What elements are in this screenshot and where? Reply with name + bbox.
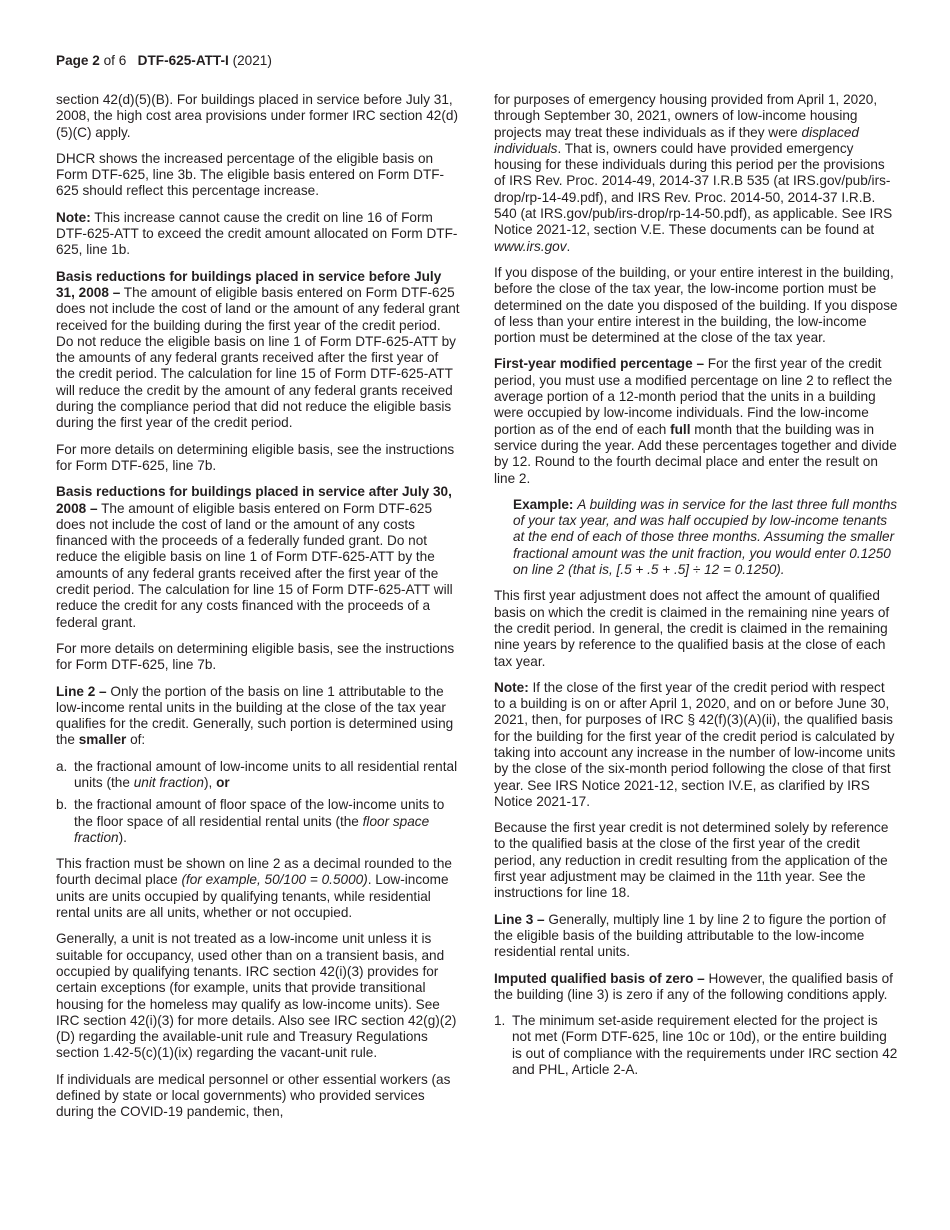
paragraph: Generally, a unit is not treated as a low-income unit unless it is suitable for occupancy, used other than on a transient basis, and occupied by qualifying tenants. IRC section 42(i)(3) provides for certain exceptions (for example, units that provide transitional housing for the homeless may qualify as low-income units). See IRC section 42(i)(3) for more details. Also see IRC section 42(g)(2)(D) regarding the available-unit rule and Treasury Regulations section 1.42-5(c)(1)(ix) regarding the vacant-unit rule. [56, 931, 457, 1061]
section-text: The amount of eligible basis entered on Form DTF-625 does not include the cost of land or the amount of any costs financed with the proceeds of a federally funded grant. Do not reduce the eligible basis on line 1 of Form DTF-625-ATT by the amounts of any federal grants received after the first year of the credit period. The calculation for line 15 of Form DTF-625-ATT will reduce the credit for any costs financed with the proceeds of a federal grant. [56, 500, 453, 630]
basis-reductions-after-2008 [56, 484, 460, 631]
section-heading: First-year modified percentage – [494, 356, 705, 372]
list-marker: 1. [494, 1013, 506, 1029]
text: ). [118, 829, 127, 845]
italic-term: unit fraction [133, 774, 204, 790]
text: . That is, owners could have provided emergency housing for these individuals during this period per the provisions of IRS Rev. Proc. 2014-49, 2014-37 I.R.B 535 (at IRS.gov/pub/irs-drop/rp-14-49.pdf), and IRS Rev. Proc. 2014-50, 2014-37 I.R.B. 540 (at IRS.gov/pub/irs-drop/rp-14-50.pdf), as applicable. See IRS Notice 2021-12, section V.E. These documents can be found at [494, 140, 893, 238]
line-3-paragraph [494, 912, 898, 961]
note-label: Note: [56, 209, 91, 225]
paragraph: section 42(d)(5)(B). For buildings placed in service before July 31, 2008, the high cost area provisions under former IRC section 42(d)(5)(C) apply. [56, 92, 458, 140]
example-block [513, 497, 898, 578]
paragraph: For more details on determining eligible basis, see the instructions for Form DTF-625, line 7b. [56, 640, 455, 673]
text: for purposes of emergency housing provided from April 1, 2020, through September 30, 2021, owners of low-income housing projects may treat these individuals as if they were [494, 92, 878, 140]
page-header [56, 53, 272, 69]
example-label: Example: [513, 496, 574, 512]
section-text: The amount of eligible basis entered on Form DTF-625 does not include the cost of land or the amount of any federal grant received for the building during the first year of the credit period. Do not reduce the eligible basis on line 1 of Form DTF-625-ATT by the amounts of any federal grants received after the first year of the credit period. The calculation for line 15 of Form DTF-625-ATT will reduce the credit by the amount of any federal grants received during the compliance period that did not reduce the eligible basis during the first year of the credit period. [56, 284, 460, 431]
section-text: month that the building was in service during the year. Add these percentages together and divide by 12. Round to the fourth decimal place and enter the result on line 2. [494, 421, 897, 486]
italic-example: (for example, 50/100 = 0.5000) [181, 872, 368, 888]
text: . [566, 238, 571, 254]
text: the fractional amount of low-income units to all residential rental units (the [74, 758, 458, 790]
page-of: of 6 [103, 53, 127, 68]
page-number: 2 [92, 53, 100, 68]
text: ), [203, 774, 213, 790]
section-heading: Line 3 – [494, 911, 545, 927]
emphasis: full [670, 421, 691, 437]
paragraph: For more details on determining eligible basis, see the instructions for Form DTF-625, line 7b. [56, 441, 455, 473]
form-id: DTF-625-ATT-I [137, 53, 229, 68]
paragraph: Because the first year credit is not determined solely by reference to the qualified basis at the close of the first year of the credit period, any reduction in credit resulting from the application of the first year adjustment may be claimed in the 11th year. See the instructions for line 18. [494, 820, 889, 901]
paragraph: If individuals are medical personnel or other essential workers (as defined by state or local governments) who provided services during the COVID-19 pandemic, then, [56, 1071, 451, 1120]
example-text: A building was in service for the last three full months of your tax year, and was half occupied by low-income tenants at the end of each of those three months. Assuming the smaller fractional amount was the unit fraction, you would enter 0.1250 on line 2 (that is, [.5 + .5 + .5] ÷ 12 = 0.1250). [513, 496, 898, 578]
paragraph [56, 856, 460, 921]
left-column [56, 92, 460, 1131]
note-paragraph [494, 680, 898, 810]
emphasis: or [216, 774, 230, 790]
irs-link[interactable]: www.irs.gov [494, 238, 567, 254]
imputed-qualified-basis [494, 971, 898, 1004]
note-label: Note: [494, 679, 529, 695]
section-heading: Imputed qualified basis of zero – [494, 970, 705, 986]
paragraph [494, 92, 898, 255]
section-text: For the first year of the credit period, you must use a modified percentage on line 2 to reflect the average portion of a 12-month period that the units in a building were occupied by low-income individuals. Find the low-income portion as of the end of each [494, 356, 893, 437]
list-text [74, 759, 460, 792]
list-text [74, 797, 460, 846]
note-paragraph [56, 210, 460, 259]
section-text: Only the portion of the basis on line 1 attributable to the low-income rental units in the building at the close of the tax year qualifies for the credit. Generally, such portion is determined using the [56, 683, 454, 748]
list-item [56, 797, 460, 846]
text: . Low-income units are units occupied by qualifying tenants, while residential rental units are all units, whether or not occupied. [56, 872, 449, 921]
list-marker: b. [56, 797, 68, 813]
page-label: Page [56, 53, 89, 68]
text: the fractional amount of floor space of the low-income units to the floor space of all residential rental units (the [74, 797, 445, 829]
fraction-list [56, 759, 460, 846]
section-text: of: [130, 732, 146, 748]
form-year: (2021) [232, 53, 272, 68]
conditions-list [494, 1013, 898, 1078]
section-heading: Basis reductions for buildings placed in service after July 30, 2008 – [56, 484, 452, 516]
section-heading: Line 2 – [56, 683, 107, 699]
note-text: This increase cannot cause the credit on line 16 of Form DTF-625-ATT to exceed the credit amount allocated on Form DTF-625, line 1b. [56, 209, 458, 258]
paragraph: DHCR shows the increased percentage of the eligible basis on Form DTF-625, line 3b. The eligible basis entered on Form DTF-625 should reflect this percentage increase. [56, 150, 445, 199]
basis-reductions-before-2008 [56, 269, 460, 432]
first-year-modified-percentage [494, 356, 898, 486]
line-2-paragraph [56, 684, 460, 749]
italic-term: displaced individuals [494, 124, 859, 156]
paragraph: This first year adjustment does not affect the amount of qualified basis on which the credit is claimed in the remaining nine years of the credit period. In general, the credit is claimed in the remaining nine years by reference to the qualified basis at the close of each tax year. [494, 588, 890, 669]
section-text: Generally, multiply line 1 by line 2 to figure the portion of the eligible basis of the building attributable to the low-income residential rental units. [494, 911, 886, 960]
list-text: The minimum set-aside requirement elected for the project is not met (Form DTF-625, line 10c or 10d), or the entire building is out of compliance with the requirements under IRC section 42 and PHL, Article 2-A. [512, 1013, 898, 1078]
list-item [56, 759, 460, 792]
note-text: If the close of the first year of the credit period with respect to a building is on or after April 1, 2020, and on or before June 30, 2021, then, for purposes of IRC § 42(f)(3)(A)(ii), the qualified basis for the building for the first year of the credit period is calculated by taking into account any increase in the number of low-income units by the close of the six-month period following the close of that first year. See IRS Notice 2021-12, section IV.E, as clarified by IRS Notice 2021-17. [494, 679, 896, 809]
paragraph: If you dispose of the building, or your entire interest in the building, before the close of the tax year, the low-income portion must be determined on the date you disposed of the building. If you dispose of less than your entire interest in the building, the low-income portion must be determined at the close of the tax year. [494, 264, 898, 346]
text: This fraction must be shown on line 2 as a decimal rounded to the fourth decimal place [56, 856, 452, 888]
emphasis: smaller [78, 732, 127, 748]
section-text: However, the qualified basis of the building (line 3) is zero if any of the following conditions apply. [494, 970, 893, 1002]
right-column [494, 92, 898, 1088]
section-heading: Basis reductions for buildings placed in service before July 31, 2008 – [56, 268, 442, 300]
italic-term: floor space fraction [74, 813, 430, 845]
list-marker: a. [56, 758, 68, 774]
list-item [494, 1013, 898, 1078]
